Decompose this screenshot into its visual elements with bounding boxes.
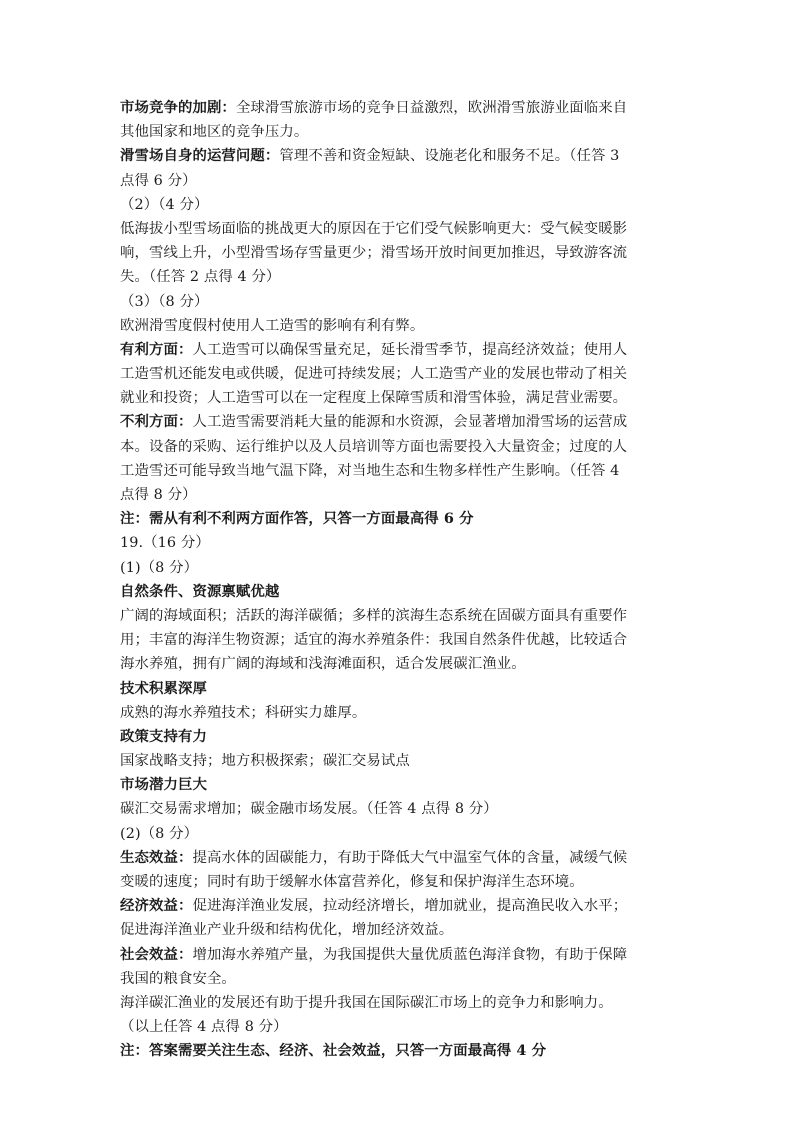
body-text: （3）（8 分）: [120, 293, 209, 310]
body-text: 工造雪机还能发电或供暖，促进可持续发展；人工造雪产业的发展也带动了相关: [120, 366, 628, 383]
text-line: [120, 604, 680, 628]
text-line: [120, 265, 680, 289]
body-text: 低海拔小型雪场面临的挑战更大的原因在于它们受气候影响更大：受气候变暖影: [120, 220, 628, 237]
text-line: [120, 1015, 680, 1039]
bold-heading: 有利方面：: [120, 340, 193, 358]
text-line: [120, 991, 680, 1015]
body-text: 点得 8 分）: [120, 487, 197, 503]
text-line: [120, 193, 680, 217]
text-line: [120, 556, 680, 580]
text-line: [120, 773, 680, 797]
text-line: [120, 290, 680, 314]
body-text: 其他国家和地区的竞争压力。: [120, 124, 309, 141]
text-line: [120, 410, 680, 434]
text-line: [120, 701, 680, 725]
body-text: 变暖的速度；同时有助于缓解水体富营养化，修复和保护海洋生态环境。: [120, 874, 584, 890]
text-line: [120, 96, 680, 120]
body-text: 用；丰富的海洋生物资源；适宜的海水养殖条件：我国自然条件优越，比较适合: [120, 632, 628, 649]
bold-heading: 自然条件、资源禀赋优越: [120, 582, 280, 600]
body-text: 就业和投资；人工造雪可以在一定程度上保障雪质和滑雪体验，满足营业需要。: [120, 390, 628, 407]
body-text: 促进海洋渔业发展，拉动经济增长，增加就业，提高渔民收入水平；: [192, 898, 628, 915]
text-line: [120, 943, 680, 967]
body-text: 碳汇交易需求增加；碳金融市场发展。（任答 4 点得 8 分）: [120, 801, 498, 818]
body-text: 广阔的海域面积；活跃的海洋碳循；多样的滨海生态系统在固碳方面具有重要作: [120, 607, 628, 624]
text-line: [120, 483, 680, 507]
text-line: [120, 362, 680, 386]
body-text: 国家战略支持；地方积极探索；碳汇交易试点: [120, 753, 410, 770]
bold-heading: 滑雪场自身的运营问题：: [120, 147, 280, 165]
body-text: 海洋碳汇渔业的发展还有助于提升我国在国际碳汇市场上的竞争力和影响力。: [120, 994, 613, 1011]
text-line: [120, 507, 680, 531]
text-line: [120, 459, 680, 483]
text-line: [120, 531, 680, 555]
body-text: 增加海水养殖产量，为我国提供大量优质蓝色海洋食物，有助于保障: [192, 946, 628, 963]
bold-heading: 社会效益：: [120, 945, 193, 963]
body-text: 本。设备的采购、运行维护以及人员培训等方面也需要投入大量资金；过度的人: [120, 438, 628, 455]
text-line: [120, 870, 680, 894]
text-line: [120, 822, 680, 846]
bold-heading: 生态效益：: [120, 848, 193, 866]
body-text: 全球滑雪旅游市场的竞争日益激烈，欧洲滑雪旅游业面临来自: [235, 100, 628, 116]
text-line: [120, 338, 680, 362]
body-text: 响，雪线上升，小型滑雪场存雪量更少；滑雪场开放时间更加推迟，导致游客流: [120, 245, 628, 262]
body-text: (1)（8 分）: [120, 559, 199, 576]
text-line: [120, 120, 680, 144]
answer-document: [120, 96, 680, 1064]
text-line: [120, 580, 680, 604]
body-text: 我国的粮食安全。: [120, 970, 236, 987]
body-text: （2）（4 分）: [120, 196, 209, 213]
text-line: [120, 386, 680, 410]
bold-heading: 市场竞争的加剧：: [120, 99, 236, 116]
text-line: [120, 967, 680, 991]
body-text: 成熟的海水养殖技术；科研实力雄厚。: [120, 704, 367, 721]
text-line: [120, 725, 680, 749]
body-text: 人工造雪可以确保雪量充足，延长滑雪季节，提高经济效益；使用人: [192, 341, 628, 358]
text-line: [120, 314, 680, 338]
text-line: [120, 918, 680, 942]
text-line: [120, 169, 680, 193]
body-text: 海水养殖，拥有广阔的海域和浅海滩面积，适合发展碳汇渔业。: [120, 656, 526, 673]
body-text: 19.（16 分）: [120, 535, 210, 552]
text-line: [120, 894, 680, 918]
text-line: [120, 749, 680, 773]
text-line: [120, 846, 680, 870]
text-line: [120, 677, 680, 701]
bold-heading: 政策支持有力: [120, 727, 207, 745]
bold-heading: 技术积累深厚: [120, 679, 207, 697]
text-line: [120, 435, 680, 459]
text-line: [120, 1039, 680, 1063]
body-text: 提高水体的固碳能力，有助于降低大气中温室气体的含量，减缓气候: [192, 849, 628, 866]
body-text: 点得 6 分）: [120, 172, 197, 189]
body-text: （以上任答 4 点得 8 分）: [120, 1019, 288, 1036]
text-line: [120, 797, 680, 821]
body-text: 工造雪还可能导致当地气温下降，对当地生态和生物多样性产生影响。（任答 4: [120, 462, 620, 479]
text-line: [120, 241, 680, 265]
text-line: [120, 217, 680, 241]
text-line: [120, 628, 680, 652]
text-line: [120, 652, 680, 676]
bold-heading: 不利方面：: [120, 413, 193, 431]
body-text: 失。（任答 2 点得 4 分）: [120, 269, 281, 286]
body-text: 管理不善和资金短缺、设施老化和服务不足。（任答 3: [279, 148, 620, 165]
bold-heading: 注：答案需要关注生态、经济、社会效益，只答一方面最高得 4 分: [120, 1042, 547, 1060]
body-text: 促进海洋渔业产业升级和结构优化，增加经济效益。: [120, 922, 454, 939]
bold-heading: 市场潜力巨大: [120, 776, 207, 794]
bold-heading: 注：需从有利不利两方面作答，只答一方面最高得 6 分: [120, 510, 474, 528]
body-text: 人工造雪需要消耗大量的能源和水资源，会显著增加滑雪场的运营成: [192, 414, 628, 431]
body-text: (2)（8 分）: [120, 825, 199, 842]
body-text: 欧洲滑雪度假村使用人工造雪的影响有利有弊。: [120, 317, 425, 334]
text-line: [120, 144, 680, 168]
bold-heading: 经济效益：: [120, 897, 193, 915]
